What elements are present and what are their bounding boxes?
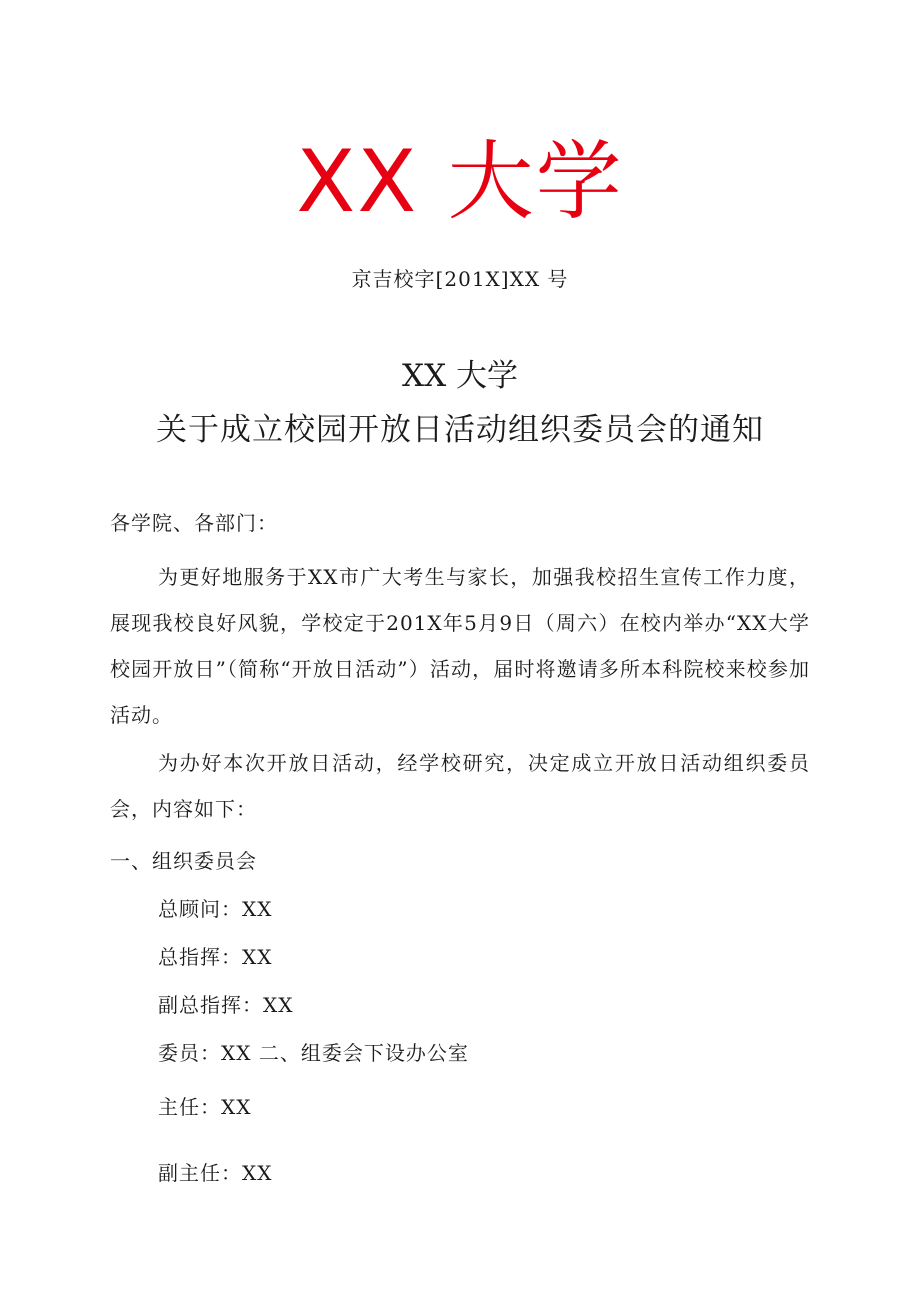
- paragraph-intro: 为更好地服务于XX市广大考生与家长，加强我校招生宣传工作力度，展现我校良好风貌，学校定于201X年5月9日（周六）在校内举办“XX大学校园开放日”（简称“开放日活动”）活动，届时将邀请多所本科院校来校参加活动。: [110, 565, 810, 727]
- list-item: 主任：XX: [158, 1095, 252, 1119]
- notice-title-institution: XX 大学: [402, 358, 518, 394]
- section-heading-committee: 一、组织委员会: [110, 849, 257, 873]
- list-item: 副主任：XX: [158, 1161, 273, 1185]
- list-item: 总指挥：XX: [158, 945, 273, 969]
- notice-title: 关于成立校园开放日活动组织委员会的通知: [156, 412, 764, 448]
- list-item: 委员：XX 二、组委会下设办公室: [158, 1041, 469, 1065]
- institution-header: XX 大学: [296, 132, 624, 232]
- list-item: 副总指挥：XX: [158, 993, 294, 1017]
- paragraph-decision: 为办好本次开放日活动，经学校研究，决定成立开放日活动组织委员会，内容如下：: [110, 751, 810, 821]
- list-item: 总顾问：XX: [158, 897, 273, 921]
- salutation: 各学院、各部门：: [110, 511, 278, 535]
- document-number: 京吉校字[201X]XX 号: [351, 267, 569, 291]
